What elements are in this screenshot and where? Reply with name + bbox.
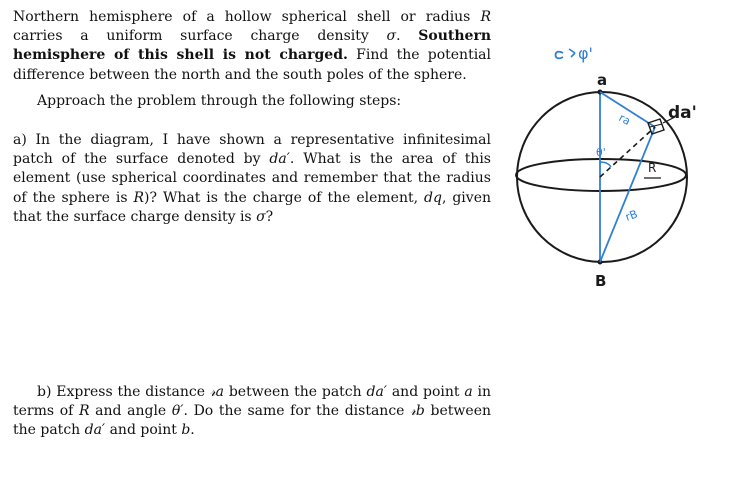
phi-rotation-arrow	[556, 52, 564, 59]
phi-label: φ'	[578, 44, 593, 63]
patch-da-label: da'	[668, 103, 697, 123]
part-a: a) In the diagram, I have shown a representative infinitesimal patch of the surface denoted by da′. What is the area of this element (use spherical coordinates and remember that the radius of the sphere is R)? What is the charge of the element, dq, given that the surface charge density is σ?	[13, 132, 491, 225]
phi-arrow-head	[569, 49, 575, 57]
theta-arc	[600, 162, 611, 167]
point-b-label: B	[595, 272, 607, 290]
radius-label: R	[648, 161, 657, 175]
point-a-label: a	[597, 71, 608, 89]
rb-label: rB	[623, 207, 640, 224]
rb-line	[600, 127, 655, 262]
sphere-outline	[517, 92, 687, 262]
sphere-diagram	[505, 35, 740, 295]
theta-label: θ'	[596, 146, 606, 159]
approach-text: Approach the problem through the following steps:	[37, 93, 402, 109]
equator-ellipse	[516, 159, 686, 191]
bold-condition: Southern hemisphere of this shell is not charged.	[13, 28, 491, 64]
radius-dashed	[600, 127, 655, 177]
part-b: b) Express the distance 𝓇a between the patch da′ and point a in terms of R and angle θ′. Do the same for the distance 𝓇b between the patch da′ and point b.	[13, 384, 492, 439]
problem-intro: Northern hemisphere of a hollow spherical shell or radius R carries a uniform surface charge density σ. Southern hemisphere of this shell is not charged. Find the potential difference between the north and the south poles of the sphere.	[13, 9, 491, 83]
ra-label: ra	[616, 111, 633, 128]
